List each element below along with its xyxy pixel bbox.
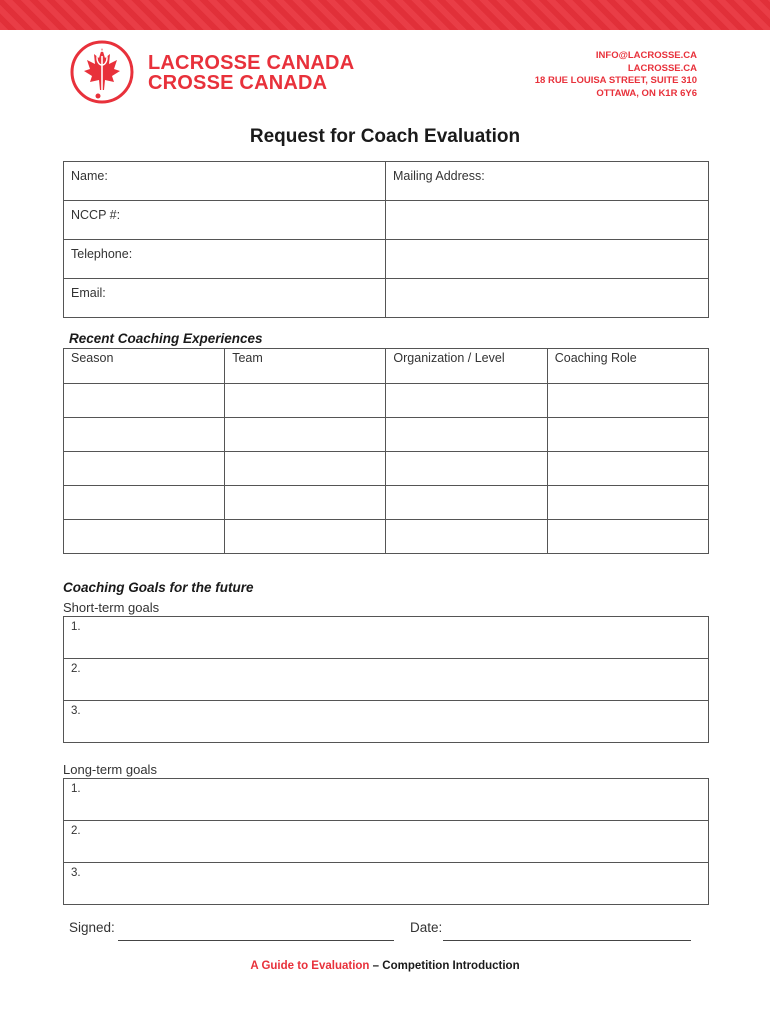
top-banner (0, 0, 770, 30)
season-cell[interactable] (64, 384, 225, 418)
team-cell[interactable] (225, 452, 386, 486)
mailing-address-field[interactable] (386, 162, 709, 201)
short-term-goal-2[interactable] (64, 659, 709, 701)
goal-number: 1. (71, 783, 81, 795)
organization-cell[interactable] (386, 452, 547, 486)
date-label: Date: (410, 920, 443, 935)
team-cell[interactable] (225, 486, 386, 520)
table-row (64, 520, 709, 554)
team-cell[interactable] (225, 384, 386, 418)
goal-number: 1. (71, 621, 81, 633)
role-cell[interactable] (547, 418, 708, 452)
maple-leaf-lacrosse-logo (70, 38, 134, 106)
mailing-address-label: Mailing Address: (393, 169, 485, 183)
signature-line[interactable] (118, 940, 394, 941)
nccp-label: NCCP #: (71, 208, 121, 222)
long-term-goal-1[interactable] (64, 779, 709, 821)
long-term-goal-3[interactable] (64, 863, 709, 905)
footer-separator: – (372, 960, 380, 972)
email-label: Email: (71, 286, 106, 300)
short-term-label: Short-term goals (63, 600, 160, 615)
organization-cell[interactable] (386, 384, 547, 418)
organization-cell[interactable] (386, 486, 547, 520)
table-row (64, 384, 709, 418)
goal-number: 2. (71, 825, 81, 837)
email-field[interactable] (64, 279, 386, 318)
table-row (64, 452, 709, 486)
role-cell[interactable] (547, 520, 708, 554)
experience-heading: Recent Coaching Experiences (69, 331, 263, 346)
season-cell[interactable] (64, 418, 225, 452)
signed-label: Signed: (69, 920, 115, 935)
footer-guide-title: A Guide to Evaluation (250, 960, 370, 972)
season-cell[interactable] (64, 452, 225, 486)
role-cell[interactable] (547, 452, 708, 486)
contact-email[interactable]: INFO@LACROSSE.CA (595, 50, 697, 61)
contact-address-1: 18 RUE LOUISA STREET, SUITE 310 (534, 75, 697, 86)
personal-info-table (63, 161, 709, 318)
column-header-organization: Organization / Level (386, 349, 547, 384)
column-header-role: Coaching Role (547, 349, 708, 384)
date-line[interactable] (443, 940, 691, 941)
goal-number: 3. (71, 867, 81, 879)
organization-cell[interactable] (386, 520, 547, 554)
page-footer (0, 960, 770, 972)
long-term-goal-2[interactable] (64, 821, 709, 863)
goal-number: 2. (71, 663, 81, 675)
nccp-field[interactable] (64, 201, 386, 240)
contact-website[interactable]: LACROSSE.CA (627, 62, 697, 74)
season-cell[interactable] (64, 486, 225, 520)
role-cell[interactable] (547, 486, 708, 520)
footer-section-title: Competition Introduction (382, 960, 520, 972)
contact-address-2: OTTAWA, ON K1R 6Y6 (596, 87, 697, 99)
telephone-label: Telephone: (71, 247, 133, 261)
short-term-goals-table (63, 616, 709, 743)
long-term-label: Long-term goals (63, 762, 157, 777)
experience-table (63, 348, 709, 554)
mailing-address-line-4[interactable] (386, 279, 709, 318)
name-label: Name: (71, 169, 108, 183)
column-header-team: Team (225, 349, 386, 384)
season-cell[interactable] (64, 520, 225, 554)
organization-cell[interactable] (386, 418, 547, 452)
brand-line-2: CROSSE CANADA (148, 72, 328, 94)
brand-line-1: LACROSSE CANADA (148, 52, 355, 74)
telephone-field[interactable] (64, 240, 386, 279)
column-header-season: Season (64, 349, 225, 384)
team-cell[interactable] (225, 520, 386, 554)
name-field[interactable] (64, 162, 386, 201)
goal-number: 3. (71, 705, 81, 717)
role-cell[interactable] (547, 384, 708, 418)
short-term-goal-1[interactable] (64, 617, 709, 659)
short-term-goal-3[interactable] (64, 701, 709, 743)
long-term-goals-table (63, 778, 709, 905)
team-cell[interactable] (225, 418, 386, 452)
mailing-address-line-3[interactable] (386, 240, 709, 279)
contact-block (535, 50, 697, 100)
page-title: Request for Coach Evaluation (249, 126, 521, 147)
table-row (64, 486, 709, 520)
brand-name (148, 53, 354, 93)
mailing-address-line-2[interactable] (386, 201, 709, 240)
goals-heading: Coaching Goals for the future (63, 580, 254, 595)
table-row (64, 418, 709, 452)
